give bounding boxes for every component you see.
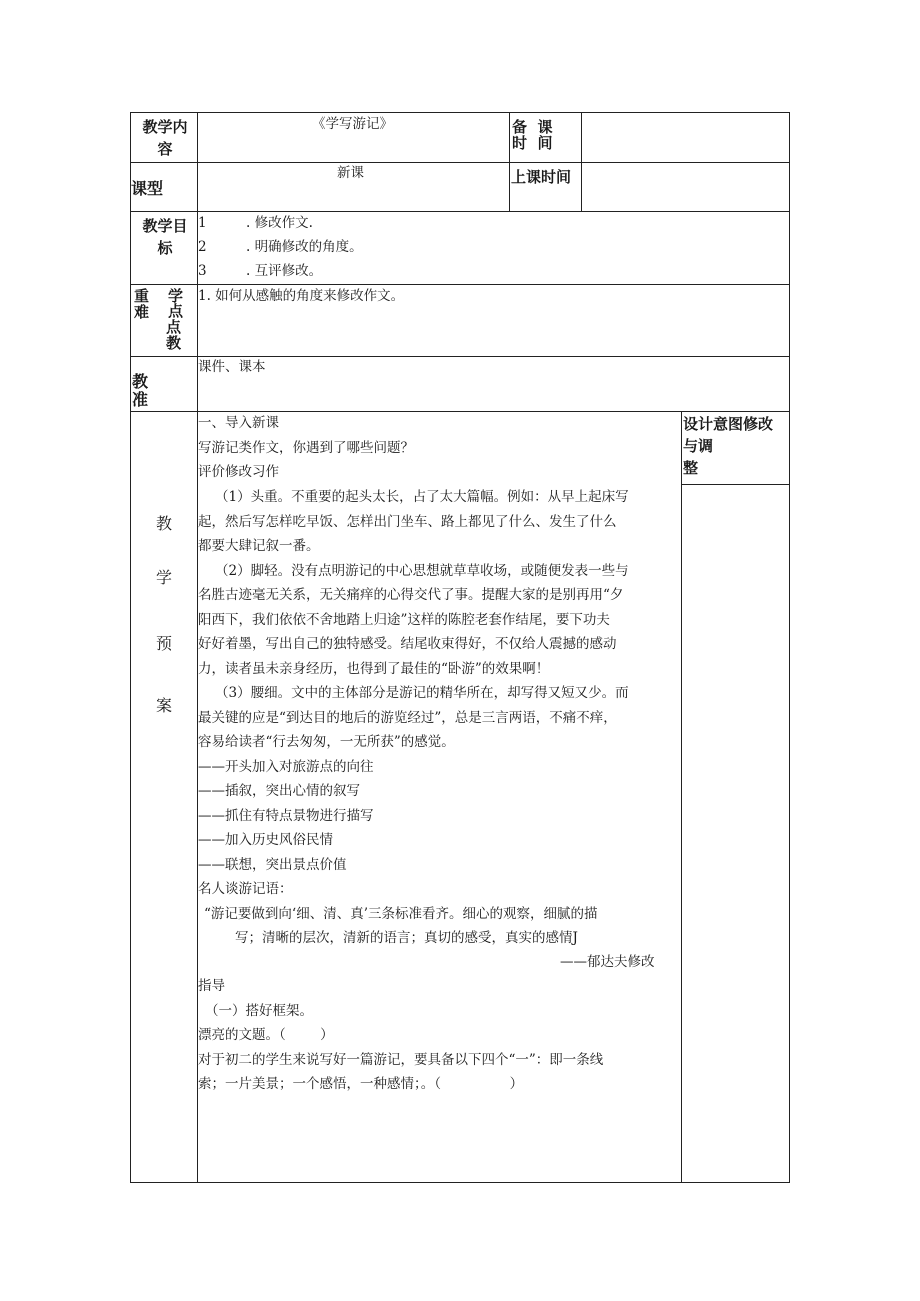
row-divider bbox=[130, 162, 790, 163]
prep-time-line1: 备 课 bbox=[512, 118, 553, 136]
design-intent-line1: 设计意图修改 bbox=[683, 415, 774, 433]
class-type-label: 课型 bbox=[131, 179, 164, 198]
key-points-label bbox=[130, 287, 196, 355]
table-border-top bbox=[130, 112, 790, 113]
design-intent-line3: 整 bbox=[683, 459, 699, 477]
plan-line: 力，读者虽未亲身经历，也得到了最佳的“卧游”的效果啊！ bbox=[198, 661, 550, 677]
goals-label-line2: 标 bbox=[157, 239, 173, 257]
plan-line: ——抓住有特点景物进行描写 bbox=[198, 808, 374, 824]
content-label bbox=[134, 118, 196, 158]
key-label-char: 重 bbox=[134, 287, 150, 305]
plan-line: 最关键的应是“到达目的地后的游览经过”，总是三言两语，不痛不痒， bbox=[198, 710, 617, 726]
col-divider bbox=[581, 112, 582, 212]
plan-label-char: 案 bbox=[155, 696, 172, 715]
goals-label-line1: 教学目 bbox=[142, 217, 188, 235]
plan-line: 名人谈游记语： bbox=[198, 881, 293, 897]
plan-line: 评价修改习作 bbox=[198, 464, 279, 480]
plan-line: 写游记类作文，你遇到了哪些问题？ bbox=[198, 440, 414, 456]
key-label-char: 点 bbox=[168, 302, 184, 320]
goal-item bbox=[198, 235, 363, 259]
plan-line: 容易给读者“行去匆匆，一无所获”的感觉。 bbox=[198, 734, 455, 750]
plan-line: （一）搭好框架。 bbox=[205, 1003, 313, 1019]
key-label-char: 点 bbox=[166, 318, 182, 336]
class-time-label: 上课时间 bbox=[511, 168, 572, 186]
plan-line: 一、导入新课 bbox=[198, 415, 279, 431]
plan-line: ——联想，突出景点价值 bbox=[198, 857, 347, 873]
goals-label bbox=[134, 217, 196, 257]
plan-line: 起，然后写怎样吃早饭、怎样出门坐车、路上都见了什么、发生了什么 bbox=[198, 514, 617, 530]
plan-line: ——加入历史风俗民情 bbox=[198, 832, 333, 848]
plan-line: 对于初二的学生来说写好一篇游记，要具备以下四个“一”：即一条线 bbox=[198, 1052, 604, 1068]
content-label-line2: 容 bbox=[157, 140, 173, 158]
plan-line: （2）脚轻。没有点明游记的中心思想就草草收场，或随便发表一些与 bbox=[215, 563, 629, 579]
plan-line: 漂亮的文题。（ ） bbox=[198, 1027, 334, 1043]
plan-line: 写；清晰的层次，清新的语言；真切的感受，真实的感情J bbox=[235, 930, 578, 946]
prep-time-label bbox=[512, 118, 578, 152]
design-intent-line2: 与调 bbox=[683, 437, 714, 455]
class-type-value: 新课 bbox=[337, 165, 364, 181]
table-border-bottom bbox=[130, 1182, 790, 1183]
content-label-line1: 教学内 bbox=[142, 118, 188, 136]
plan-line: ——插叙，突出心情的叙写 bbox=[198, 783, 360, 799]
plan-line: ——开头加入对旅游点的向往 bbox=[198, 759, 374, 775]
key-points-text: 1. 如何从感触的角度来修改作文。 bbox=[198, 288, 405, 304]
plan-line: 指导 bbox=[198, 978, 225, 994]
prep-label-line2: 准 bbox=[132, 390, 149, 409]
plan-line: （1）头重。不重要的起头太长，占了太大篇幅。例如：从早上起床写 bbox=[215, 489, 629, 505]
materials-text: 课件、课本 bbox=[198, 359, 266, 375]
col-divider bbox=[681, 411, 682, 1183]
plan-line: 索；一片美景；一个感悟，一种感情；。（ ） bbox=[198, 1076, 524, 1092]
prep-label-line1: 教 bbox=[132, 372, 149, 391]
goal-text: . 明确修改的角度。 bbox=[246, 239, 363, 255]
col-divider bbox=[509, 112, 510, 212]
plan-line: 阳西下，我们依依不舍地踏上归途”这样的陈腔老套作结尾，要下功夫 bbox=[198, 612, 610, 628]
goal-item bbox=[198, 259, 322, 283]
key-label-char: 难 bbox=[134, 303, 150, 321]
goal-item bbox=[198, 211, 313, 235]
design-intent-label bbox=[683, 415, 773, 477]
design-col-divider bbox=[681, 484, 790, 485]
plan-line: 都要大肆记叙一番。 bbox=[198, 538, 320, 554]
plan-label-char: 学 bbox=[155, 568, 172, 587]
plan-line: ——郁达夫修改 bbox=[560, 954, 655, 970]
plan-label-char: 预 bbox=[155, 634, 172, 653]
goal-text: . 互评修改。 bbox=[246, 263, 323, 279]
table-border-right bbox=[789, 112, 790, 1183]
goal-num: 2 bbox=[198, 239, 207, 255]
plan-label-char: 教 bbox=[155, 514, 172, 533]
lesson-title: 《学写游记》 bbox=[312, 116, 393, 132]
goal-num: 1 bbox=[198, 215, 207, 231]
lesson-plan-label bbox=[131, 515, 197, 715]
key-label-char: 教 bbox=[166, 334, 182, 352]
prep-label bbox=[132, 373, 148, 409]
plan-line: （3）腰细。文中的主体部分是游记的精华所在，却写得又短又少。而 bbox=[215, 685, 629, 701]
key-label-char: 学 bbox=[168, 287, 184, 305]
plan-line: “游记要做到向‘细、清、真’三条标准看齐。细心的观察，细腻的描 bbox=[204, 906, 598, 922]
plan-line: 好好着墨，写出自己的独特感受。结尾收束得好，不仅给人震撼的感动 bbox=[198, 636, 617, 652]
goal-num: 3 bbox=[198, 263, 207, 279]
goal-text: . 修改作文. bbox=[246, 215, 313, 231]
plan-line: 名胜古迹毫无关系，无关痛痒的心得交代了事。提醒大家的是别再用“夕 bbox=[198, 587, 624, 603]
prep-time-line2: 时 间 bbox=[512, 134, 553, 152]
